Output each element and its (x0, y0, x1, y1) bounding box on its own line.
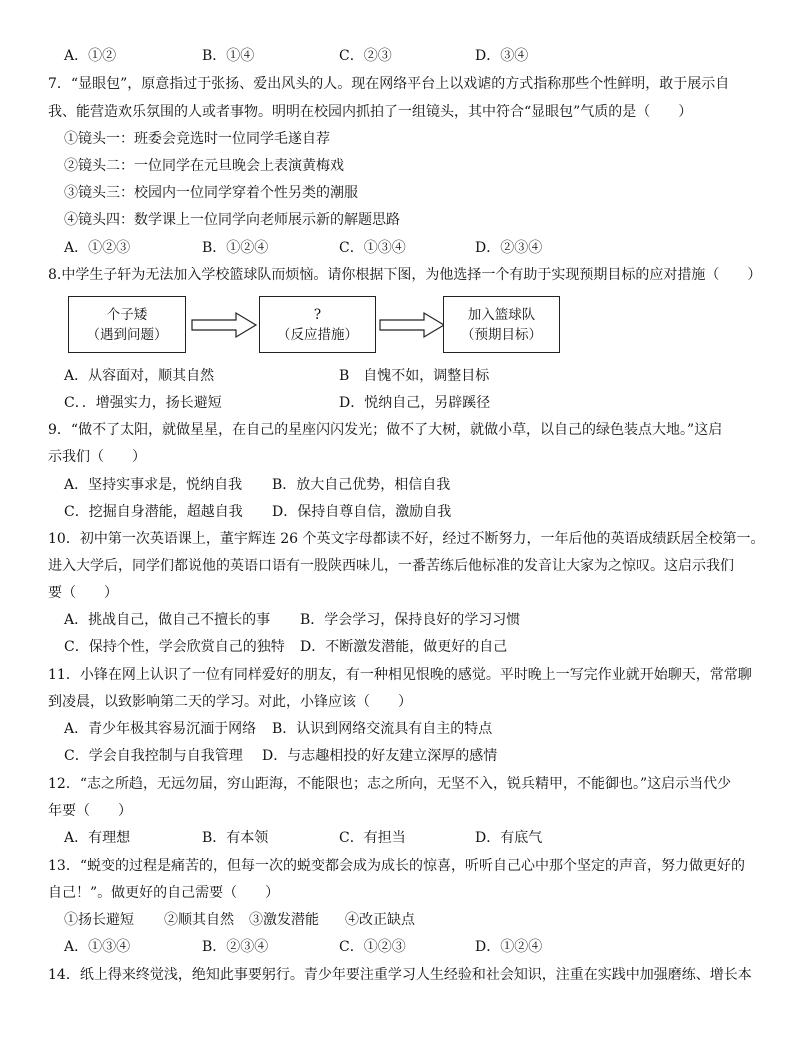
q13-stem-line-2: 自己！”。做更好的自己需要（ ） (48, 885, 280, 901)
diagram-box-goal (443, 296, 560, 353)
q14-stem-line-1: 14．纸上得来终觉浅，绝知此事要躬行。青少年要注重学习人生经验和社会知识，注重在实践中加强磨练、增长本 (48, 967, 752, 983)
q12-option-b[interactable]: B．有本领 (202, 830, 269, 846)
q13-option-a[interactable]: A．①③④ (64, 939, 131, 955)
q11-option-a[interactable]: A．青少年极其容易沉湎于网络 (64, 721, 257, 737)
q8-option-d[interactable]: D．悦纳自己，另辟蹊径 (339, 395, 491, 411)
q13-option-c[interactable]: C．①②③ (339, 939, 406, 955)
q7-stem-line-2: 我、能营造欢乐氛围的人或者事物。明明在校园内抓拍了一组镜头，其中符合“显眼包”气质的是（ ） (48, 104, 693, 120)
q11-option-c[interactable]: C．学会自我控制与自我管理 (64, 748, 243, 764)
q12-stem-line-2: 年要（ ） (48, 803, 132, 819)
q12-stem-line-1: 12．“志之所趋，无远勿届，穷山距海，不能限也；志之所向，无坚不入，锐兵精甲，不能御也。”这启示当代少 (48, 776, 732, 792)
q8-stem: 8.中学生子轩为无法加入学校篮球队而烦恼。请你根据下图，为他选择一个有助于实现预期目标的应对措施（ ） (48, 267, 762, 283)
q10-stem-line-1: 10．初中第一次英语课上，董宇辉连 26 个英文字母都读不好，经过不断努力，一年后他的英语成绩跃居全校第一。 (48, 531, 765, 547)
q11-stem-line-1: 11．小锋在网上认识了一位有同样爱好的朋友，有一种相见恨晚的感觉。平时晚上一写完作业就开始聊天，常常聊 (48, 667, 752, 683)
q9-option-c[interactable]: C．挖掘自身潜能，超越自我 (64, 504, 243, 520)
q13-item-2: ②顺其自然 (164, 912, 234, 928)
diagram-box-measure (259, 296, 376, 353)
q9-option-d[interactable]: D．保持自尊自信，激励自我 (272, 504, 452, 520)
q6-option-a[interactable]: A．①② (64, 48, 117, 64)
box-problem-title: 个子矮 (106, 306, 148, 323)
q7-option-a[interactable]: A．①②③ (64, 240, 131, 256)
q10-stem-line-3: 要（ ） (48, 585, 118, 601)
q7-stem-line-1: 7．“显眼包”，原意指过于张扬、爱出风头的人。现在网络平台上以戏谑的方式指称那些个性鲜明，敢于展示自 (48, 76, 730, 92)
q11-option-b[interactable]: B．认识到网络交流具有自主的特点 (272, 721, 493, 737)
q11-stem-line-2: 到凌晨，以致影响第二天的学习。对此，小锋应该（ ） (48, 694, 412, 710)
q11-option-d[interactable]: D．与志趣相投的好友建立深厚的感情 (262, 748, 498, 764)
q7-option-d[interactable]: D．②③④ (475, 240, 543, 256)
q10-option-a[interactable]: A．挑战自己，做自己不擅长的事 (64, 612, 271, 628)
q9-stem-line-2: 示我们（ ） (48, 449, 146, 465)
q10-option-b[interactable]: B．学会学习，保持良好的学习习惯 (300, 612, 521, 628)
q13-stem-line-1: 13．“蜕变的过程是痛苦的，但每一次的蜕变都会成为成长的惊喜，听听自己心中那个坚定的声音，努力做更好的 (48, 858, 745, 874)
q7-option-c[interactable]: C．①③④ (339, 240, 406, 256)
q7-item-1: ①镜头一：班委会竞选时一位同学毛遂自荐 (64, 131, 330, 147)
q12-option-d[interactable]: D．有底气 (475, 830, 543, 846)
q8-option-c[interactable]: C．．增强实力，扬长避短 (64, 395, 222, 411)
q12-option-c[interactable]: C．有担当 (339, 830, 406, 846)
box-problem-sub: （遇到问题） (86, 326, 168, 343)
q9-stem-line-1: 9．“做不了太阳，就做星星，在自己的星座闪闪发光；做不了大树，就做小草，以自己的绿色装点大地。”这启 (48, 422, 723, 438)
q10-option-d[interactable]: D．不断激发潜能，做更好的自己 (300, 639, 508, 655)
q13-item-4: ④改正缺点 (345, 912, 415, 928)
q7-option-b[interactable]: B．①②④ (202, 240, 269, 256)
arrow-right-icon (190, 310, 260, 340)
q7-item-2: ②镜头二：一位同学在元旦晚会上表演黄梅戏 (64, 158, 344, 174)
q13-item-1: ①扬长避短 (64, 912, 134, 928)
q13-option-b[interactable]: B．②③④ (202, 939, 269, 955)
q12-option-a[interactable]: A．有理想 (64, 830, 131, 846)
q6-option-d[interactable]: D．③④ (475, 48, 529, 64)
q9-option-b[interactable]: B．放大自己优势，相信自我 (272, 477, 451, 493)
q10-option-c[interactable]: C．保持个性，学会欣赏自己的独特 (64, 639, 285, 655)
box-measure-title: ? (313, 306, 322, 323)
q7-item-4: ④镜头四：数学课上一位同学向老师展示新的解题思路 (64, 212, 400, 228)
box-measure-sub: （反应措施） (277, 326, 358, 343)
arrow-right-icon (378, 310, 448, 340)
diagram-box-problem (68, 296, 186, 353)
q13-option-d[interactable]: D．①②④ (475, 939, 543, 955)
q10-stem-line-2: 进入大学后，同学们都说他的英语口语有一股陕西味儿，一番苦练后他标准的发音让大家为之惊叹。这启示我们 (48, 558, 734, 574)
q6-option-b[interactable]: B．①④ (202, 48, 255, 64)
box-goal-sub: （预期目标） (461, 326, 542, 343)
box-goal-title: 加入篮球队 (467, 306, 536, 323)
q6-option-c[interactable]: C．②③ (339, 48, 392, 64)
q8-option-a[interactable]: A．从容面对，顺其自然 (64, 368, 215, 384)
q7-item-3: ③镜头三：校园内一位同学穿着个性另类的潮服 (64, 185, 358, 201)
q8-option-b[interactable]: B 自愧不如，调整目标 (339, 368, 490, 384)
q13-item-3: ③激发潜能 (249, 912, 319, 928)
q9-option-a[interactable]: A．坚持实事求是，悦纳自我 (64, 477, 243, 493)
